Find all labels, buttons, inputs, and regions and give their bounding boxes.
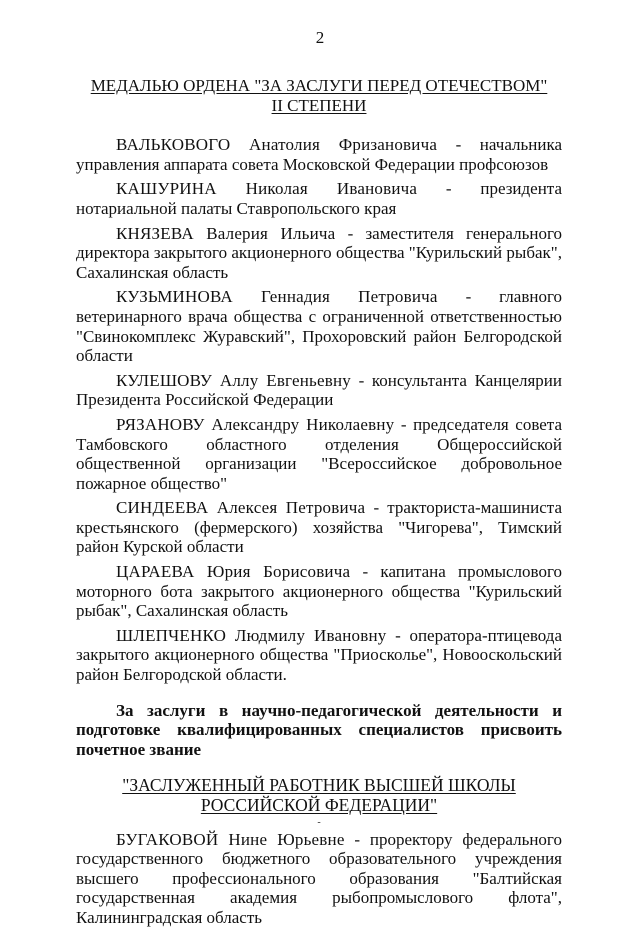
recipient-name: ШЛЕПЧЕНКО Людмилу Ивановну: [116, 625, 387, 645]
recipient-position: - капитана промыслового моторного бота закрытого акционерного общества "Курильский рыбак", Сахалинская область: [76, 562, 563, 621]
recipient-position: - оператора-птицевода закрытого акционерного общества "Приосколье", Новооскольский район Белгородской области.: [76, 625, 562, 685]
recipient-entry: [76, 830, 562, 928]
recipient-position: - президента нотариальной палаты Ставропольского края: [76, 179, 562, 218]
medal-heading-line-1: МЕДАЛЬЮ ОРДЕНА "ЗА ЗАСЛУГИ ПЕРЕД ОТЕЧЕСТВОМ": [90, 76, 548, 95]
medal-heading-line-2: II СТЕПЕНИ: [271, 95, 367, 115]
recipient-entry: [76, 415, 562, 493]
recipient-name: КУЗЬМИНОВА Геннадия Петровича: [116, 287, 438, 307]
title-recipients-list: [76, 830, 562, 928]
recipient-name: КАШУРИНА Николая Ивановича: [116, 179, 418, 199]
recipient-name: ВАЛЬКОВОГО Анатолия Фризановича: [116, 135, 438, 155]
recipient-position: - главного ветеринарного врача общества с ограниченной ответственностью "Свинокомплекс Журавский", Прохоровский район Белгородской области: [76, 287, 562, 366]
medal-recipients-list: [76, 135, 562, 684]
recipient-name: СИНДЕЕВА Алексея Петровича: [116, 498, 366, 518]
recipient-position: - председателя совета Тамбовского областного отделения Общероссийской общественной организации "Всероссийское добровольное пожарное общество": [76, 414, 562, 493]
document-body: [76, 76, 562, 933]
recipient-entry: [76, 287, 562, 365]
recipient-entry: [76, 224, 562, 283]
page-number: 2: [315, 28, 325, 47]
honorary-title-line-1: "ЗАСЛУЖЕННЫЙ РАБОТНИК ВЫСШЕЙ ШКОЛЫ: [122, 775, 516, 796]
honorary-title-decree: За заслуги в научно-педагогической деятельности и подготовке квалифицированных специалистов присвоить почетное звание: [76, 700, 562, 759]
recipient-name: БУГАКОВОЙ Нине Юрьевне: [116, 829, 345, 849]
recipient-entry: [76, 179, 562, 218]
honorary-title-heading: [76, 776, 562, 815]
recipient-entry: [76, 135, 562, 174]
medal-section-heading: [76, 76, 562, 115]
recipient-position: - начальника управления аппарата совета Московской Федерации профсоюзов: [76, 135, 562, 174]
recipient-position: - консультанта Канцелярии Президента Российской Федерации: [76, 370, 562, 410]
honorary-title-line-2: РОССИЙСКОЙ ФЕДЕРАЦИИ": [200, 795, 438, 815]
recipient-entry: [76, 371, 562, 410]
recipient-name: РЯЗАНОВУ Александру Николаевну: [116, 414, 395, 434]
recipient-position: - заместителя генерального директора закрытого акционерного общества "Курильский рыбак", Сахалинская область: [76, 223, 562, 282]
recipient-entry: [76, 626, 562, 685]
recipient-name: КУЛЕШОВУ Аллу Евгеньевну: [116, 370, 351, 390]
separator-mark: -: [317, 816, 321, 828]
recipient-name: ЦАРАЕВА Юрия Борисовича: [116, 562, 351, 582]
recipient-entry: [76, 562, 562, 621]
recipient-entry: [76, 498, 562, 557]
recipient-position: - проректору федерального государственного бюджетного образовательного учреждения высшего профессионального образования "Балтийская государственная академия рыбопромыслового флота", Калининградская область: [76, 829, 562, 927]
recipient-position: - тракториста-машиниста крестьянского (фермерского) хозяйства "Чигорева", Тимский район Курской области: [76, 498, 562, 557]
recipient-name: КНЯЗЕВА Валерия Ильича: [116, 223, 336, 243]
